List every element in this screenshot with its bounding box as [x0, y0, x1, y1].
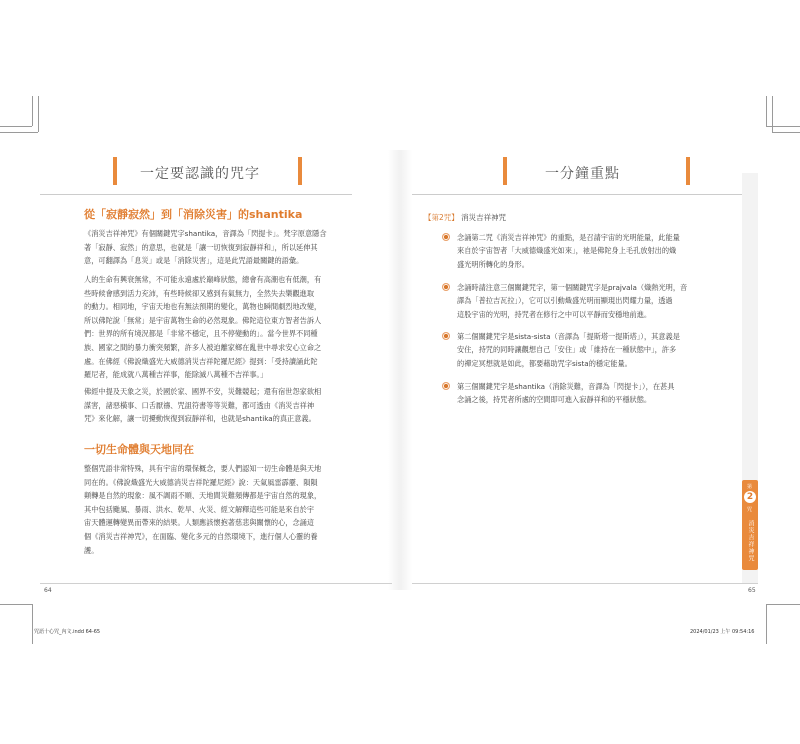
text-line: 同在的。《佛說熾盛光大威德消災吉祥陀羅尼經》說：天氣風雷霹靂、隕隕: [84, 477, 318, 487]
bullet-text: [457, 380, 674, 407]
crop-mark: [766, 96, 767, 126]
bullet-text: [457, 281, 687, 321]
crop-mark: [0, 132, 38, 133]
right-running-title: 一分鐘重點: [545, 166, 620, 182]
paragraph: [84, 227, 327, 268]
paragraph: [84, 273, 321, 382]
section-label: [424, 212, 506, 223]
text-line: 安住，持咒的同時讓觀想自己「安住」或「維持在一種狀態中」，許多: [457, 345, 677, 355]
text-line: 這股宇宙的光明，持咒者在修行之中可以平靜而安穩地前進。: [457, 309, 652, 319]
text-line: 族、國家之間的暴力衝突頻繁，許多人被迫離家鄉在亂世中尋求安心立命之: [84, 342, 322, 352]
text-line: 第二個關鍵咒字是sista-sista（音譯為「提斯塔一提斯塔」），其意義是: [457, 332, 680, 341]
footer-rule: [40, 583, 392, 584]
text-line: 咒》來化解，讓一切擾動恢復到寂靜祥和，也就是shantika的真正意義。: [84, 414, 316, 424]
text-line: 其中包括颱風、暴雨、洪水、乾旱、火災、經文解釋這些可能是來自於宇: [84, 504, 315, 514]
side-tab-bottom-label: 咒: [747, 507, 753, 513]
bullet-icon: [442, 233, 450, 241]
text-line: 第三個關鍵咒字是shantika（消除災難，音譯為「閃提卡」），在甚具: [457, 382, 675, 391]
bullet-icon: [442, 283, 450, 291]
title-accent-bar: [113, 157, 117, 185]
text-line: 念誦第二咒《消災吉祥神咒》的重點，是召請宇宙的光明能量，此能量: [457, 233, 680, 242]
title-rule: [40, 194, 352, 195]
text-line: 盛光明所轉化的身形。: [457, 259, 529, 269]
text-line: 佛經中提及天象之災，於國於家、國界不安，災難競起；還有宿世怨家欲相: [84, 387, 322, 396]
crop-mark: [38, 96, 39, 132]
side-tab-vertical-title: 消災吉祥神咒: [747, 520, 754, 562]
crop-mark: [32, 96, 33, 126]
paragraph: [84, 462, 321, 557]
text-line: 宙天體運轉變異而帶來的結果。人類應該懷抱著慈悲與關懷的心，念誦這: [84, 518, 315, 528]
section-heading: 一切生命體與天地同在: [84, 443, 194, 456]
crop-mark: [772, 96, 773, 132]
bullet-icon: [442, 382, 450, 390]
bullet-text: [457, 330, 680, 370]
left-running-title: 一定要認識的咒字: [140, 166, 260, 182]
text-line: 念誦時請注意三個關鍵咒字，第一個關鍵咒字是prajvala（熾熱光明，音: [457, 283, 688, 292]
page-number: 64: [44, 587, 52, 594]
text-line: 謀害，諸惡橫事、口舌厭禱、咒詛符書等等災難，都可透由《消災吉祥神: [84, 400, 315, 410]
file-slug: 咒語十心咒_內文.indd 64-65: [34, 629, 101, 635]
text-line: 個《消災吉祥神咒》，在面臨、變化多元的自然環境下，進行個人心靈的養: [84, 531, 318, 541]
text-line: 著「寂靜、寂然」的意思，也就是「讓一切恢復到寂靜祥和」，所以延伸其: [84, 242, 318, 252]
page-number: 65: [748, 587, 756, 594]
text-line: 的動力。相同地，宇宙天地也有無法預期的變化，萬物也瞬間劇烈地改變，: [84, 302, 322, 312]
text-line: 所以佛陀說「無常」是宇宙萬物生命的必然現象。佛陀這位東方智者告訴人: [84, 315, 322, 325]
text-line: 人的生命有興衰無常，不可能永遠處於巔峰狀態，總會有高潮也有低潮，有: [84, 275, 322, 284]
crop-mark: [0, 126, 32, 127]
text-line: 譯為「普拉吉瓦拉」），它可以引動熾盛光明而顯現出閃耀力量，透過: [457, 296, 673, 306]
date-slug: 2024/01/23 上午 09:54:16: [690, 629, 755, 635]
title-accent-bar: [298, 157, 302, 185]
section-heading: 從「寂靜寂然」到「消除災害」的shantika: [84, 208, 303, 221]
section-tag: 【第2咒】: [424, 213, 459, 222]
text-line: 念誦之後，持咒者所處的空間即可進入寂靜祥和的平穩狀態。: [457, 395, 652, 405]
text-line: 護。: [84, 545, 99, 555]
crop-mark: [772, 132, 800, 133]
side-tab-top-label: 第: [747, 484, 753, 490]
title-accent-bar: [503, 157, 507, 185]
paragraph: [84, 385, 321, 426]
crop-mark: [766, 604, 800, 605]
chapter-number-badge: 2: [744, 491, 756, 503]
footer-rule: [412, 583, 758, 584]
text-line: 些時候會感到活力充沛，有些時候卻又感到有氣無力，全然失去樂觀進取: [84, 288, 315, 298]
text-line: 整個咒語非常特殊，具有宇宙的環保概念，要人們認知一切生命體是與天地: [84, 464, 322, 473]
crop-mark: [0, 604, 32, 605]
text-line: 的禪定冥想就是如此，都要藉助咒字sista的穩定能量。: [457, 358, 632, 368]
text-line: 來自於宇宙智者「大威德熾盛光如來」，祂是佛陀身上毛孔放射出的熾: [457, 246, 677, 256]
text-line: 《消災吉祥神咒》有個關鍵咒字shantika，音譯為「閃提卡」。梵字原意隱含: [84, 229, 327, 238]
bullet-icon: [442, 332, 450, 340]
crop-mark: [32, 604, 33, 644]
text-line: 意，可翻譯為「息災」或是「消除災害」，這是此咒語最關鍵的語彙。: [84, 256, 304, 266]
text-line: 羅尼者，能成就八萬種吉祥事，能除滅八萬種不吉祥事。」: [84, 370, 268, 380]
text-line: 顛轉是自然的現象：風不調雨不順、天地間災難頻傳都是宇宙自然的現象，: [84, 491, 322, 501]
text-line: 處。在佛經《佛說熾盛光大威德消災吉祥陀羅尼經》提到：「受持讀誦此陀: [84, 356, 318, 366]
crop-mark: [766, 604, 767, 644]
bullet-text: [457, 231, 680, 271]
title-accent-bar: [686, 157, 690, 185]
text-line: 們：世界的所有境況都是「非常不穩定，且不停變動的」。當今世界不同種: [84, 329, 318, 339]
spine-shadow: [388, 150, 412, 590]
title-rule: [412, 194, 742, 195]
section-title: 消災吉祥神咒: [461, 213, 507, 222]
